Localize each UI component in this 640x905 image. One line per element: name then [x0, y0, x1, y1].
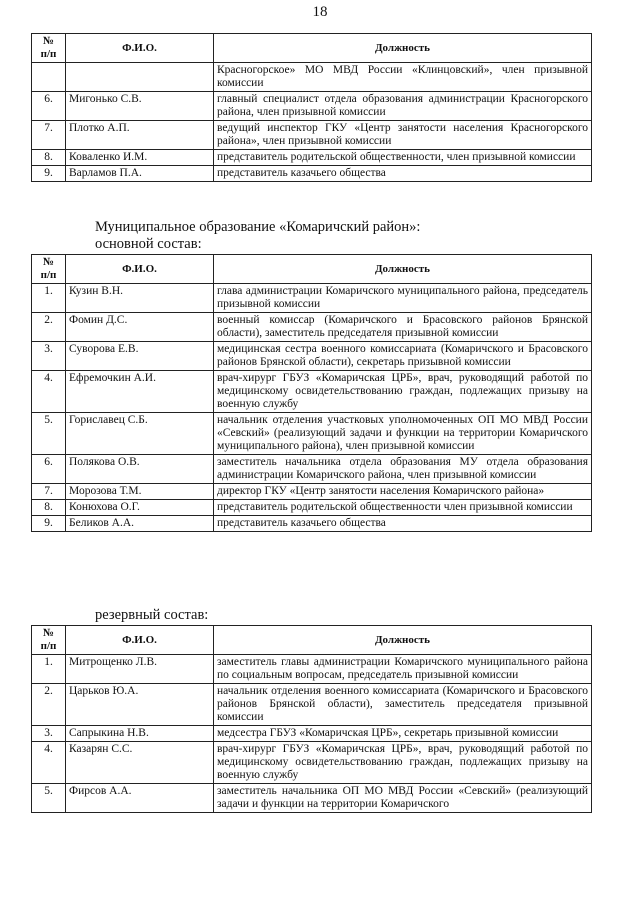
section-subtitle: резервный состав:: [95, 607, 209, 623]
row-position: начальник отделения участковых уполномоченных ОП МО МВД России «Севский» (реализующий задачи и функции на территории Комаричского муниципального района), член призывной комиссии: [214, 413, 592, 455]
table-row: [32, 484, 592, 500]
header-position: Должность: [214, 255, 592, 284]
row-name: Кузин В.Н.: [66, 284, 214, 313]
row-num: 7.: [32, 484, 66, 500]
row-position: директор ГКУ «Центр занятости населения Комаричского района»: [214, 484, 592, 500]
row-name: Плотко А.П.: [66, 121, 214, 150]
row-position: врач-хирург ГБУЗ «Комаричская ЦРБ», врач, руководящий работой по медицинскому освидетельствованию граждан, подлежащих призыву на военную службу: [214, 371, 592, 413]
row-num: 4.: [32, 742, 66, 784]
commission-table-komarichi-reserve: [31, 625, 592, 813]
row-position: медсестра ГБУЗ «Комаричская ЦРБ», секретарь призывной комиссии: [214, 726, 592, 742]
table-row: [32, 726, 592, 742]
header-num-text: № п/п: [40, 627, 57, 652]
table-row: [32, 516, 592, 532]
table-header-row: [32, 626, 592, 655]
row-position: врач-хирург ГБУЗ «Комаричская ЦРБ», врач, руководящий работой по медицинскому освидетельствованию граждан, подлежащих призыву на военную службу: [214, 742, 592, 784]
header-name: Ф.И.О.: [66, 255, 214, 284]
table-row: [32, 284, 592, 313]
header-num: [32, 34, 66, 63]
table-row: [32, 150, 592, 166]
row-num: 4.: [32, 371, 66, 413]
row-num: 1.: [32, 655, 66, 684]
row-num: 6.: [32, 455, 66, 484]
row-name: Ефремочкин А.И.: [66, 371, 214, 413]
row-num: 1.: [32, 284, 66, 313]
row-name: Суворова Е.В.: [66, 342, 214, 371]
row-name: Сапрыкина Н.В.: [66, 726, 214, 742]
row-num: 5.: [32, 784, 66, 813]
row-name: Казарян С.С.: [66, 742, 214, 784]
table-row: [32, 313, 592, 342]
row-name: Гориславец С.Б.: [66, 413, 214, 455]
row-position: медицинская сестра военного комиссариата (Комаричского и Брасовского районов Брянской области), секретарь призывной комиссии: [214, 342, 592, 371]
section-title: Муниципальное образование «Комаричский район»:: [95, 219, 421, 235]
page-number: 18: [312, 4, 328, 20]
table-row: [32, 655, 592, 684]
row-position: начальник отделения военного комиссариата (Комаричского и Брасовского районов Брянской области), заместитель председателя призывной комиссии: [214, 684, 592, 726]
table-row: [32, 371, 592, 413]
row-position: главный специалист отдела образования администрации Красногорского района, член призывной комиссии: [214, 92, 592, 121]
row-name: Варламов П.А.: [66, 166, 214, 182]
table-row: [32, 342, 592, 371]
commission-table-komarichi-main: [31, 254, 592, 532]
row-num: 9.: [32, 516, 66, 532]
row-name: Фирсов А.А.: [66, 784, 214, 813]
header-num: [32, 255, 66, 284]
header-position: Должность: [214, 626, 592, 655]
row-num: 5.: [32, 413, 66, 455]
row-name: Коваленко И.М.: [66, 150, 214, 166]
row-num: 7.: [32, 121, 66, 150]
table-row: [32, 92, 592, 121]
row-num: 8.: [32, 500, 66, 516]
row-position: заместитель начальника ОП МО МВД России «Севский» (реализующий задачи и функции на территории Комаричского: [214, 784, 592, 813]
row-num: 2.: [32, 684, 66, 726]
row-num: 9.: [32, 166, 66, 182]
table-row: [32, 166, 592, 182]
row-num: 2.: [32, 313, 66, 342]
table-row: [32, 500, 592, 516]
row-name: Полякова О.В.: [66, 455, 214, 484]
row-name: Мигонько С.В.: [66, 92, 214, 121]
header-num: [32, 626, 66, 655]
row-name: [66, 63, 214, 92]
row-num: 6.: [32, 92, 66, 121]
row-num: [32, 63, 66, 92]
section-subtitle: основной состав:: [95, 236, 202, 252]
row-position: военный комиссар (Комаричского и Брасовского районов Брянской области), заместитель председателя призывной комиссии: [214, 313, 592, 342]
row-name: Конюхова О.Г.: [66, 500, 214, 516]
table-header-row: [32, 34, 592, 63]
header-name: Ф.И.О.: [66, 626, 214, 655]
row-position: представитель казачьего общества: [214, 166, 592, 182]
row-position: заместитель начальника отдела образования МУ отдела образования администрации Комаричского района, член призывной комиссии: [214, 455, 592, 484]
header-position: Должность: [214, 34, 592, 63]
row-position: представитель родительской общественности член призывной комиссии: [214, 500, 592, 516]
row-position: глава администрации Комаричского муниципального района, председатель призывной комиссии: [214, 284, 592, 313]
row-name: Беликов А.А.: [66, 516, 214, 532]
row-name: Царьков Ю.А.: [66, 684, 214, 726]
row-num: 3.: [32, 726, 66, 742]
table-row: [32, 63, 592, 92]
row-num: 3.: [32, 342, 66, 371]
row-position: ведущий инспектор ГКУ «Центр занятости населения Красногорского района», член призывной комиссии: [214, 121, 592, 150]
commission-table-krasnogorsk: [31, 33, 592, 182]
table-row: [32, 413, 592, 455]
row-num: 8.: [32, 150, 66, 166]
row-position: Красногорское» МО МВД России «Клинцовский», член призывной комиссии: [214, 63, 592, 92]
table-row: [32, 684, 592, 726]
header-num-text: № п/п: [40, 256, 57, 281]
header-num-text: № п/п: [40, 35, 57, 60]
table-row: [32, 784, 592, 813]
row-name: Митрощенко Л.В.: [66, 655, 214, 684]
row-position: представитель родительской общественности, член призывной комиссии: [214, 150, 592, 166]
table-row: [32, 121, 592, 150]
section-heading-komarichi: [95, 219, 420, 253]
table-row: [32, 742, 592, 784]
table-row: [32, 455, 592, 484]
table-header-row: [32, 255, 592, 284]
row-position: представитель казачьего общества: [214, 516, 592, 532]
row-position: заместитель главы администрации Комаричского муниципального района по социальным вопросам, председатель призывной комиссии: [214, 655, 592, 684]
header-name: Ф.И.О.: [66, 34, 214, 63]
row-name: Морозова Т.М.: [66, 484, 214, 500]
row-name: Фомин Д.С.: [66, 313, 214, 342]
section-heading-reserve: [95, 607, 208, 624]
